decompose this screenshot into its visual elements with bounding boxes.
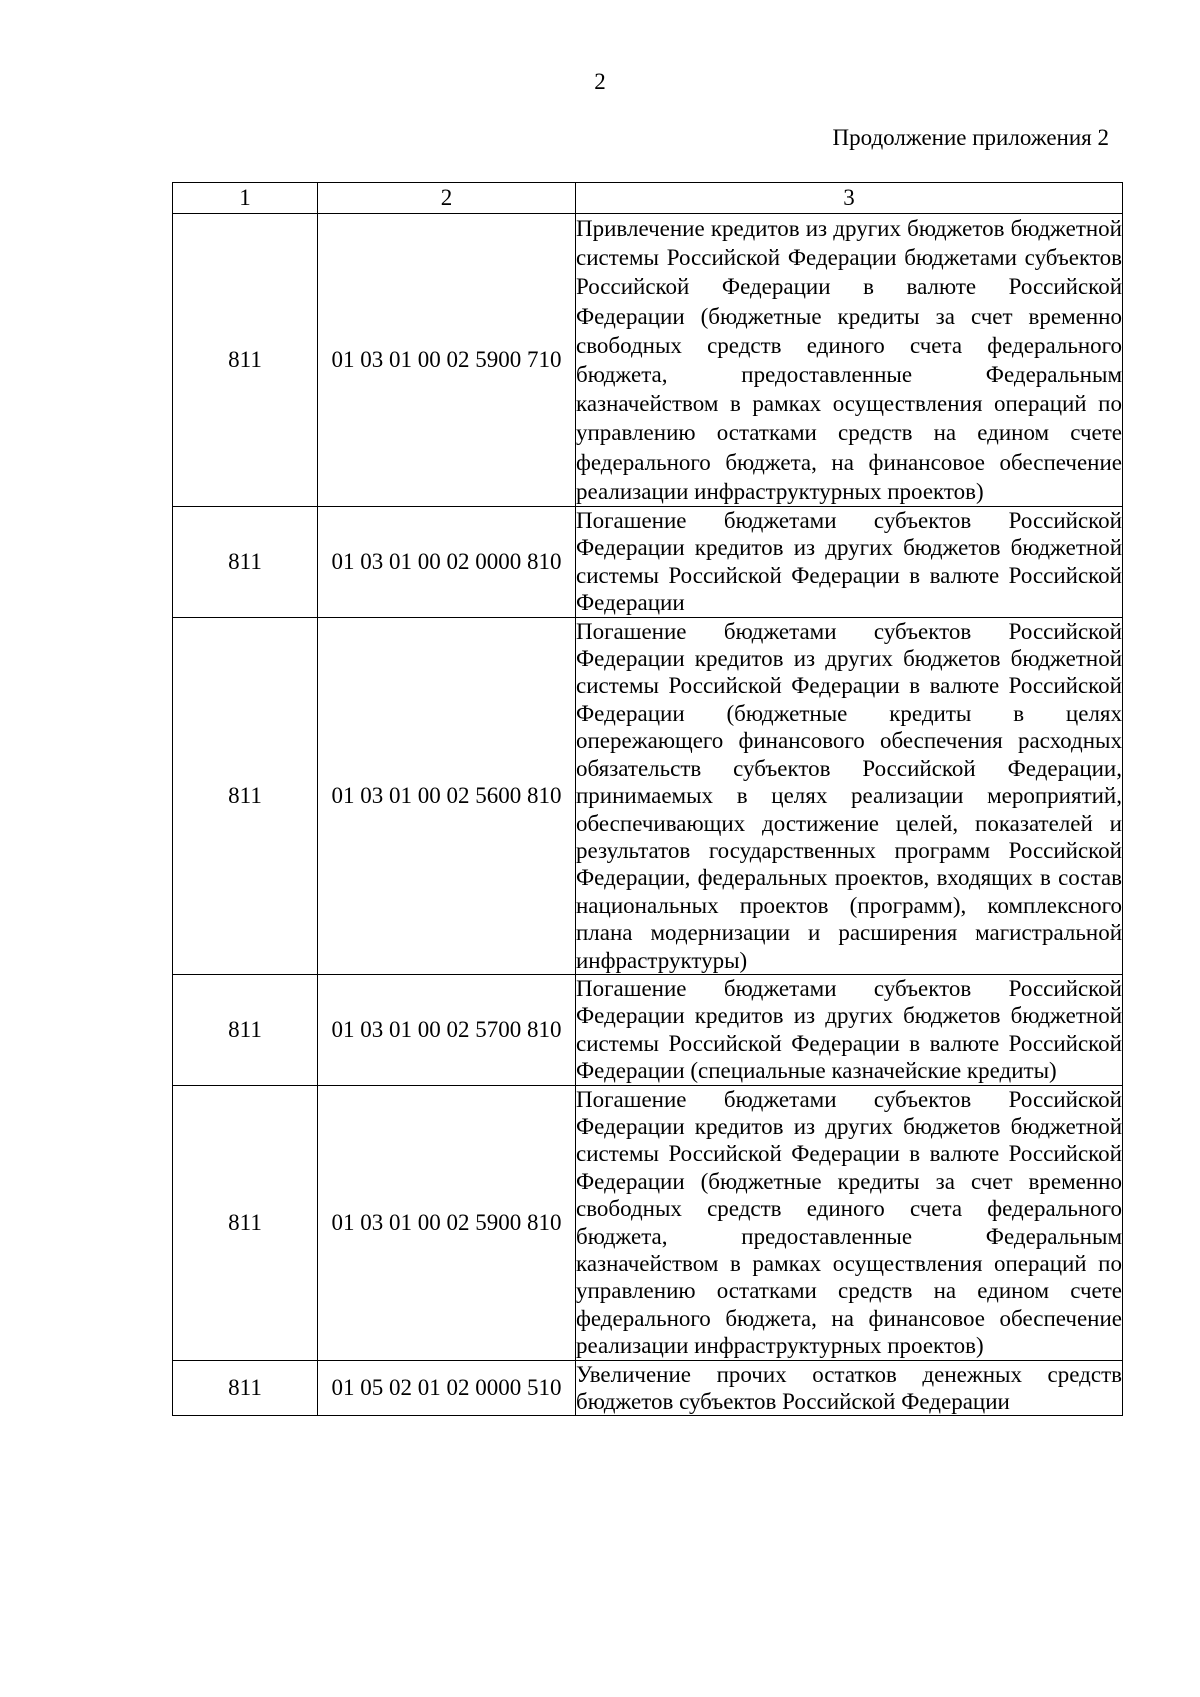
column-header-3: 3 bbox=[576, 183, 1123, 214]
table-row bbox=[173, 507, 1123, 618]
budget-classification-code: 01 03 01 00 02 5900 810 bbox=[318, 1085, 576, 1360]
row-description: Увеличение прочих остатков денежных средств бюджетов субъектов Российской Федерации bbox=[576, 1361, 1122, 1415]
table-row bbox=[173, 617, 1123, 974]
row-description: Погашение бюджетами субъектов Российской Федерации кредитов из других бюджетов бюджетной системы Российской Федерации в валюте Российской Федерации (специальные казначейские кредиты) bbox=[576, 975, 1122, 1084]
row-description: Погашение бюджетами субъектов Российской Федерации кредитов из других бюджетов бюджетной системы Российской Федерации в валюте Российской Федерации (бюджетные кредиты в целях опережающего финансового обеспечения расходных обязательств субъектов Российской Федерации, принимаемых в целях реализации мероприятий, обеспечивающих достижение целей, показателей и результатов государственных программ Российской Федерации, федеральных проектов, входящих в состав национальных проектов (программ), комплексного плана модернизации и расширения магистральной инфраструктуры) bbox=[576, 618, 1122, 973]
budget-classification-code: 01 03 01 00 02 5700 810 bbox=[318, 974, 576, 1085]
table-row bbox=[173, 1085, 1123, 1360]
administrator-code: 811 bbox=[173, 617, 318, 974]
table-row bbox=[173, 974, 1123, 1085]
page-number: 2 bbox=[594, 69, 606, 94]
administrator-code: 811 bbox=[173, 1360, 318, 1416]
administrator-code: 811 bbox=[173, 974, 318, 1085]
administrator-code: 811 bbox=[173, 214, 318, 507]
table-header-row bbox=[173, 183, 1123, 214]
administrator-code: 811 bbox=[173, 1085, 318, 1360]
appendix-table bbox=[172, 182, 1123, 1416]
table-row bbox=[173, 1360, 1123, 1416]
administrator-code: 811 bbox=[173, 507, 318, 618]
budget-classification-code: 01 03 01 00 02 5600 810 bbox=[318, 617, 576, 974]
budget-classification-code: 01 03 01 00 02 0000 810 bbox=[318, 507, 576, 618]
row-description: Привлечение кредитов из других бюджетов бюджетной системы Российской Федерации бюджетами субъектов Российской Федерации в валюте Российской Федерации (бюджетные кредиты за счет временно свободных средств единого счета федерального бюджета, предоставленные Федеральным казначейством в рамках осуществления операций по управлению остатками средств на едином счете федерального бюджета, на финансовое обеспечение реализации инфраструктурных проектов) bbox=[576, 214, 1123, 507]
table-row bbox=[173, 214, 1123, 507]
row-description: Погашение бюджетами субъектов Российской Федерации кредитов из других бюджетов бюджетной системы Российской Федерации в валюте Российской Федерации bbox=[576, 508, 1122, 616]
column-header-2: 2 bbox=[318, 183, 576, 214]
row-description: Погашение бюджетами субъектов Российской Федерации кредитов из других бюджетов бюджетной системы Российской Федерации в валюте Российской Федерации (бюджетные кредиты за счет временно свободных средств единого счета федерального бюджета, предоставленные Федеральным казначейством в рамках осуществления операций по управлению остатками средств на едином счете федерального бюджета, на финансовое обеспечение реализации инфраструктурных проектов) bbox=[576, 1086, 1122, 1359]
budget-classification-code: 01 05 02 01 02 0000 510 bbox=[318, 1360, 576, 1416]
appendix-continuation-heading: Продолжение приложения 2 bbox=[832, 125, 1109, 150]
column-header-1: 1 bbox=[173, 183, 318, 214]
budget-classification-code: 01 03 01 00 02 5900 710 bbox=[318, 214, 576, 507]
